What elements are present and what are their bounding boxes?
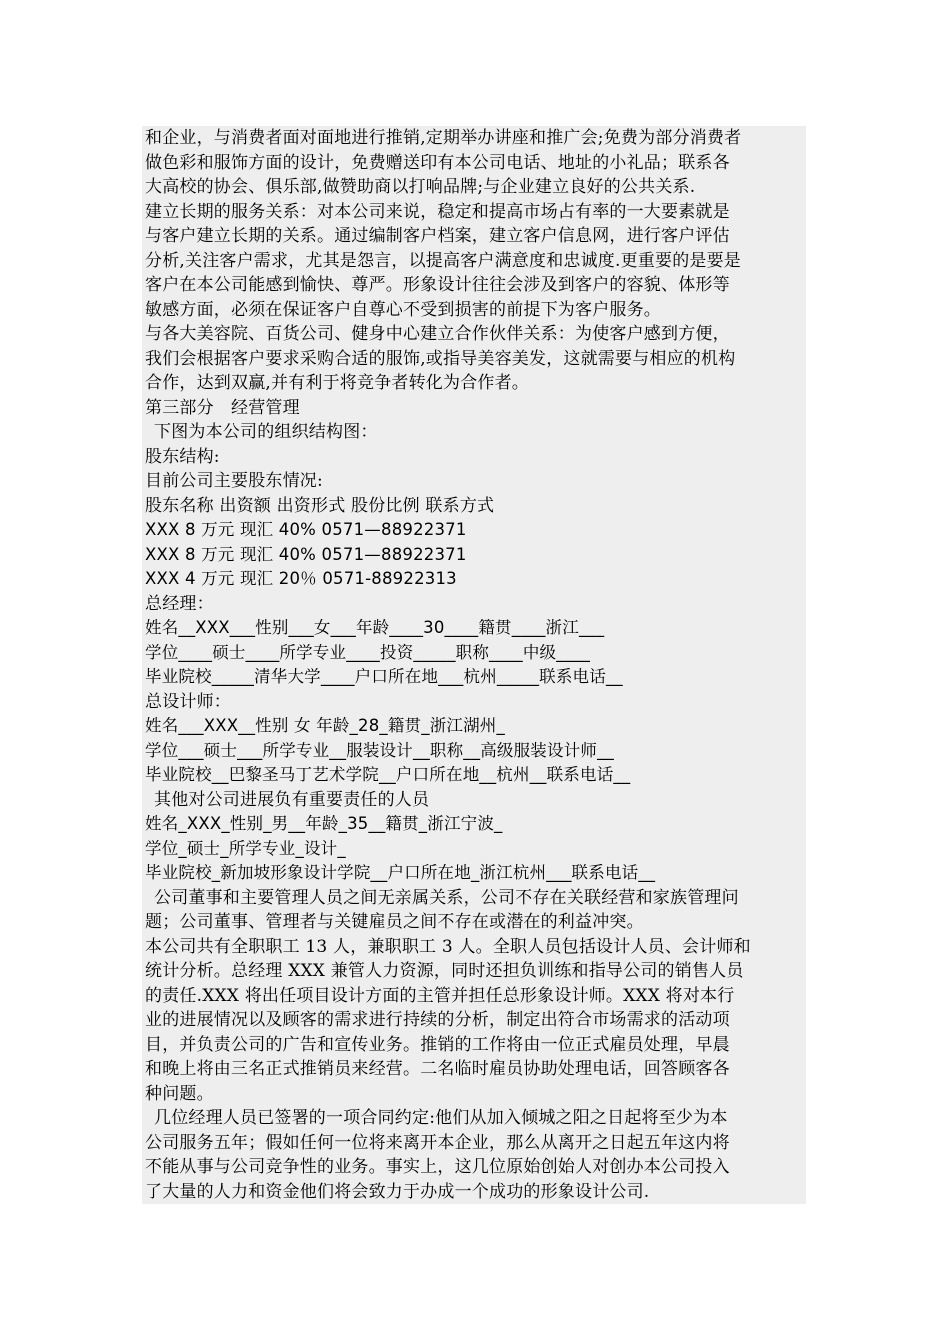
text-line: 姓名___XXX__性别 女 年龄_28_籍贯_浙江湖州_ [145, 716, 505, 735]
text-line: 目前公司主要股东情况: [145, 471, 323, 491]
text-line: 我们会根据客户要求采购合适的服饰,或指导美容美发，这就需要与相应的机构 [145, 348, 736, 369]
text-line: XXX 4 万元 现汇 20％ 0571-88922313 [145, 569, 457, 588]
text-line: 本公司共有全职职工 13 人，兼职职工 3 人。全职人员包括设计人员、会计师和 [145, 936, 751, 957]
text-line: 姓名__XXX___性别___女___年龄____30____籍贯____浙江___ [145, 618, 605, 637]
text-line: 学位____硕士____所学专业____投资_____职称____中级____ [145, 642, 591, 662]
text-line: 股东结构: [145, 446, 220, 467]
text-line: 敏感方面，必须在保证客户自尊心不受到损害的前提下为客户服务。 [145, 299, 661, 320]
text-line: 公司董事和主要管理人员之间无亲属关系，公司不存在关联经营和家族管理问 [154, 887, 739, 908]
text-line: 目，并负责公司的广告和宣传业务。推销的工作将由一位正式雇员处理，早晨 [145, 1034, 730, 1055]
text-line: 下图为本公司的组织结构图： [154, 422, 378, 442]
text-line: 学位_硕士_所学专业_设计_ [145, 838, 346, 858]
text-line: 股东名称 出资额 出资形式 股份比例 联系方式 [145, 495, 495, 516]
text-line: 几位经理人员已签署的一项合同约定:他们从加入倾城之阳之日起将至少为本 [154, 1108, 728, 1128]
text-line: 公司服务五年；假如任何一位将来离开本企业，那么从离开之日起五年这内将 [145, 1132, 730, 1153]
text-line: 做色彩和服饰方面的设计，免费赠送印有本公司电话、地址的小礼品；联系各 [145, 152, 730, 173]
text-line: XXX 8 万元 现汇 40% 0571—88922371 [145, 520, 467, 539]
text-line: 毕业院校_____清华大学____户口所在地___杭州_____联系电话__ [145, 667, 623, 686]
text-line: 姓名_XXX_性别_男__年龄_35__籍贯_浙江宁波_ [145, 814, 503, 833]
text-line: 学位___硕士___所学专业__服装设计__职称__高级服装设计师__ [145, 740, 614, 760]
text-line: 与各大美容院、百货公司、健身中心建立合作伙伴关系：为使客户感到方便， [145, 324, 730, 344]
text-line: 和企业，与消费者面对面地进行推销,定期举办讲座和推广会;免费为部分消费者 [145, 128, 742, 148]
text-line: 和晚上将由三名正式推销员来经营。二名临时雇员协助处理电话，回答顾客各 [145, 1059, 730, 1079]
text-line: XXX 8 万元 现汇 40% 0571—88922371 [145, 544, 467, 564]
text-line: 的责任.XXX 将出任项目设计方面的主管并担任总形象设计师。XXX 将对本行 [145, 985, 735, 1006]
text-line: 第三部分 经营管理 [145, 397, 300, 418]
text-line: 毕业院校__巴黎圣马丁艺术学院__户口所在地__杭州__联系电话__ [145, 765, 631, 784]
text-line: 合作，达到双赢,并有利于将竞争者转化为合作者。 [145, 373, 530, 393]
text-line: 毕业院校_新加坡形象设计学院__户口所在地_浙江杭州___联系电话__ [145, 863, 656, 882]
text-line: 大高校的协会、俱乐部,做赞助商以打响品牌;与企业建立良好的公共关系. [145, 177, 696, 197]
text-line: 总设计师： [145, 691, 231, 712]
text-line: 总经理： [145, 593, 214, 614]
text-line: 种问题。 [145, 1083, 214, 1104]
document-body [142, 126, 806, 1204]
text-line: 与客户建立长期的关系。通过编制客户档案，建立客户信息网，进行客户评估 [145, 226, 730, 246]
text-line: 分析,关注客户需求，尤其是怨言，以提高客户满意度和忠诚度.更重要的是要是 [145, 250, 742, 271]
text-line: 业的进展情况以及顾客的需求进行持续的分析，制定出符合市场需求的活动项 [145, 1010, 730, 1030]
text-line: 题；公司董事、管理者与关键雇员之间不存在或潜在的利益冲突。 [145, 912, 644, 932]
text-line: 不能从事与公司竞争性的业务。事实上，这几位原始创始人对创办本公司投入 [145, 1157, 730, 1177]
text-line: 建立长期的服务关系：对本公司来说，稳定和提高市场占有率的一大要素就是 [145, 201, 730, 222]
text-line: 了大量的人力和资金他们将会致力于办成一个成功的形象设计公司. [145, 1181, 650, 1202]
text-line: 客户在本公司能感到愉快、尊严。形象设计往往会涉及到客户的容貌、体形等 [145, 275, 730, 295]
text-line: 其他对公司进展负有重要责任的人员 [154, 789, 430, 810]
text-line: 统计分析。总经理 XXX 兼管人力资源，同时还担负训练和指导公司的销售人员 [145, 961, 744, 981]
